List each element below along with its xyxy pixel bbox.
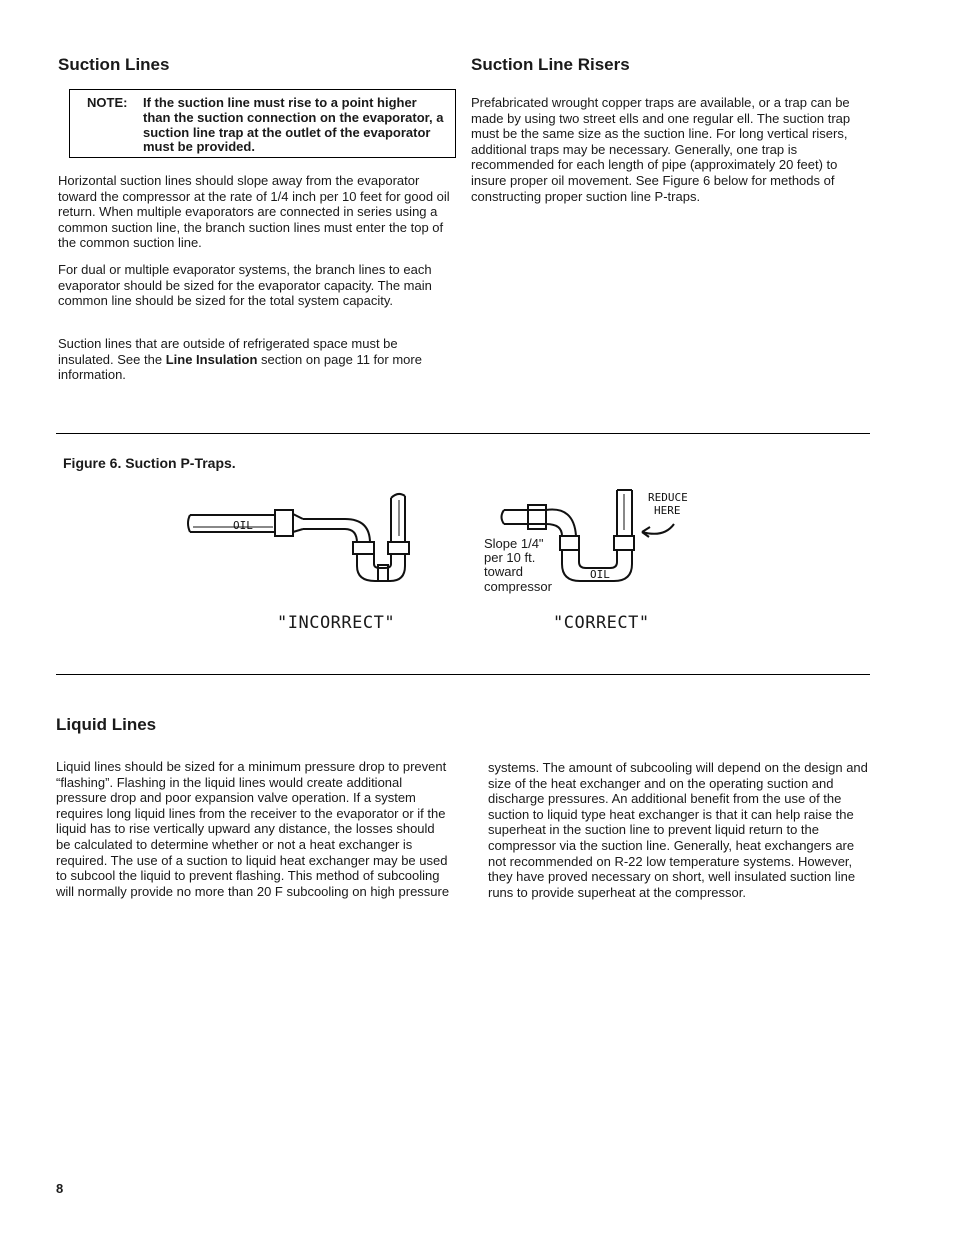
- risers-para: Prefabricated wrought copper traps are available, or a trap can be made by using two street ells and one regular ell. The suction trap must be the same size as the suction line. For long vertical risers, additional traps may be necessary. Generally, one trap is recommended for each length of pipe (approximately 20 feet) to insure proper oil movement. See Figure 6 below for methods of constructing proper suction line P-traps.: [471, 95, 851, 204]
- liquid-lines-col-2: systems. The amount of subcooling will depend on the design and size of the heat exchanger and on the operating suction and discharge pressures. An additional benefit from the use of the suction to liquid type heat exchanger is that it can help raise the superheat in the suction line to prevent liquid return to the compressor via the suction line. Generally, heat exchangers are not recommended on R-22 low temperature systems. However, they have proved necessary on short, well insulated suction line runs to provide superheat at the compressor.: [488, 760, 868, 900]
- note-text: If the suction line must rise to a point higher than the suction connection on the evaporator, a suction line trap at the outlet of the evaporator must be provided.: [143, 95, 444, 155]
- incorrect-label: "INCORRECT": [277, 613, 396, 633]
- page-number: 8: [56, 1181, 64, 1196]
- suction-lines-para-3: [58, 336, 454, 383]
- incorrect-trap-diagram: [185, 488, 425, 588]
- figure-bottom-rule: [56, 674, 870, 675]
- suction-line-risers-heading: Suction Line Risers: [471, 55, 630, 74]
- line-insulation-link-text: Line Insulation: [165, 351, 258, 367]
- liquid-lines-col-1: Liquid lines should be sized for a minimum pressure drop to prevent “flashing”. Flashing in the liquid lines would create additional pressure drop and poor expansion valve operation. If a system requires long liquid lines from the receiver to the evaporator or if the liquid has to rise vertically upward any distance, the losses should be calculated to determine whether or not a heat exchanger is required. The use of a suction to liquid heat exchanger may be used to subcool the liquid to prevent flashing. This method of subcooling will normally provide no more than 20 F subcooling on high pressure: [56, 759, 450, 899]
- correct-oil-label: OIL: [590, 568, 610, 581]
- incorrect-oil-label: OIL: [233, 519, 253, 532]
- figure-caption: Figure 6. Suction P-Traps.: [63, 455, 236, 471]
- reduce-label-line2: HERE: [654, 504, 681, 517]
- para3-text-end: section on page 11 for more information.: [58, 351, 422, 383]
- suction-lines-para-2: For dual or multiple evaporator systems, the branch lines to each evaporator should be sized for the evaporator capacity. The main common line should be sized for the total system capacity.: [58, 262, 432, 309]
- note-box: [69, 89, 456, 158]
- note-label: NOTE:: [87, 95, 128, 110]
- reduce-label-line1: REDUCE: [648, 491, 688, 504]
- figure-top-rule: [56, 433, 870, 434]
- correct-label: "CORRECT": [553, 613, 650, 633]
- suction-lines-para-1: Horizontal suction lines should slope away from the evaporator toward the compressor at the rate of 1/4 inch per 10 feet for good oil return. When multiple evaporators are connected in series using a common suction line, the branch suction lines must enter the top of the common suction line.: [58, 173, 450, 251]
- slope-note: Slope 1/4" per 10 ft. toward compressor: [484, 536, 552, 594]
- suction-lines-heading: Suction Lines: [58, 55, 170, 74]
- liquid-lines-heading: Liquid Lines: [56, 715, 157, 734]
- para3-text-start: Suction lines that are outside of refrigerated space must be insulated. See the: [58, 336, 398, 367]
